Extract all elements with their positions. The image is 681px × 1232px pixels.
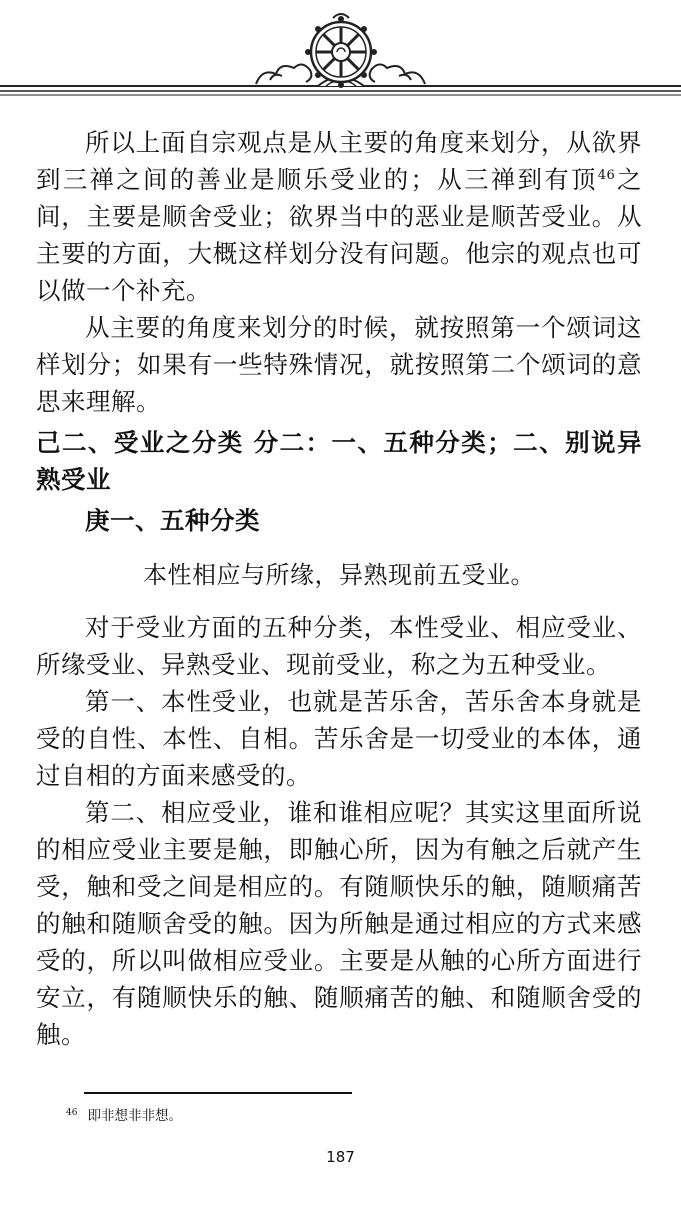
page-header-ornament (0, 0, 681, 110)
paragraph-text: 之间，主要是顺舍受业；欲界当中的恶业是顺苦受业。从主要的方面，大概这样划分没有问题。他宗的观点也可以做一个补充。 (36, 165, 642, 305)
dharma-wheel-icon (0, 0, 681, 110)
main-text (36, 124, 642, 1053)
paragraph: 从主要的角度来划分的时候，就按照第一个颂词这样划分；如果有一些特殊情况，就按照第二个颂词的意思来理解。 (36, 313, 642, 416)
section-heading: 己二、受业之分类 分二：一、五种分类；二、别说异熟受业 (36, 428, 642, 494)
footnote (66, 1106, 182, 1126)
paragraph (36, 124, 642, 309)
paragraph: 对于受业方面的五种分类，本性受业、相应受业、所缘受业、异熟受业、现前受业，称之为五种受业。 (36, 613, 642, 679)
paragraph: 第一、本性受业，也就是苦乐舍，苦乐舍本身就是受的自性、本性、自相。苦乐舍是一切受业的本体，通过自相的方面来感受的。 (36, 687, 642, 790)
footnote-number: 46 (66, 1107, 78, 1118)
footnote-divider (84, 1092, 352, 1094)
page-number: 187 (326, 1148, 355, 1166)
subsection-heading: 庚一、五种分类 (85, 506, 260, 535)
footnote-text: 即非想非非想。 (87, 1108, 182, 1124)
paragraph-text: 所以上面自宗观点是从主要的角度来划分，从欲界到三禅之间的善业是顺乐受业的；从三禅到有顶 (36, 128, 642, 194)
paragraph: 第二、相应受业，谁和谁相应呢？其实这里面所说的相应受业主要是触，即触心所，因为有触之后就产生受，触和受之间是相应的。有随顺快乐的触，随顺痛苦的触和随顺舍受的触。因为所触是通过相应的方式来感受的，所以叫做相应受业。主要是从触的心所方面进行安立，有随顺快乐的触、随顺痛苦的触、和随顺舍受的触。 (36, 798, 642, 1049)
verse: 本性相应与所缘，异熟现前五受业。 (143, 561, 535, 589)
footnote-reference: 46 (597, 167, 616, 183)
